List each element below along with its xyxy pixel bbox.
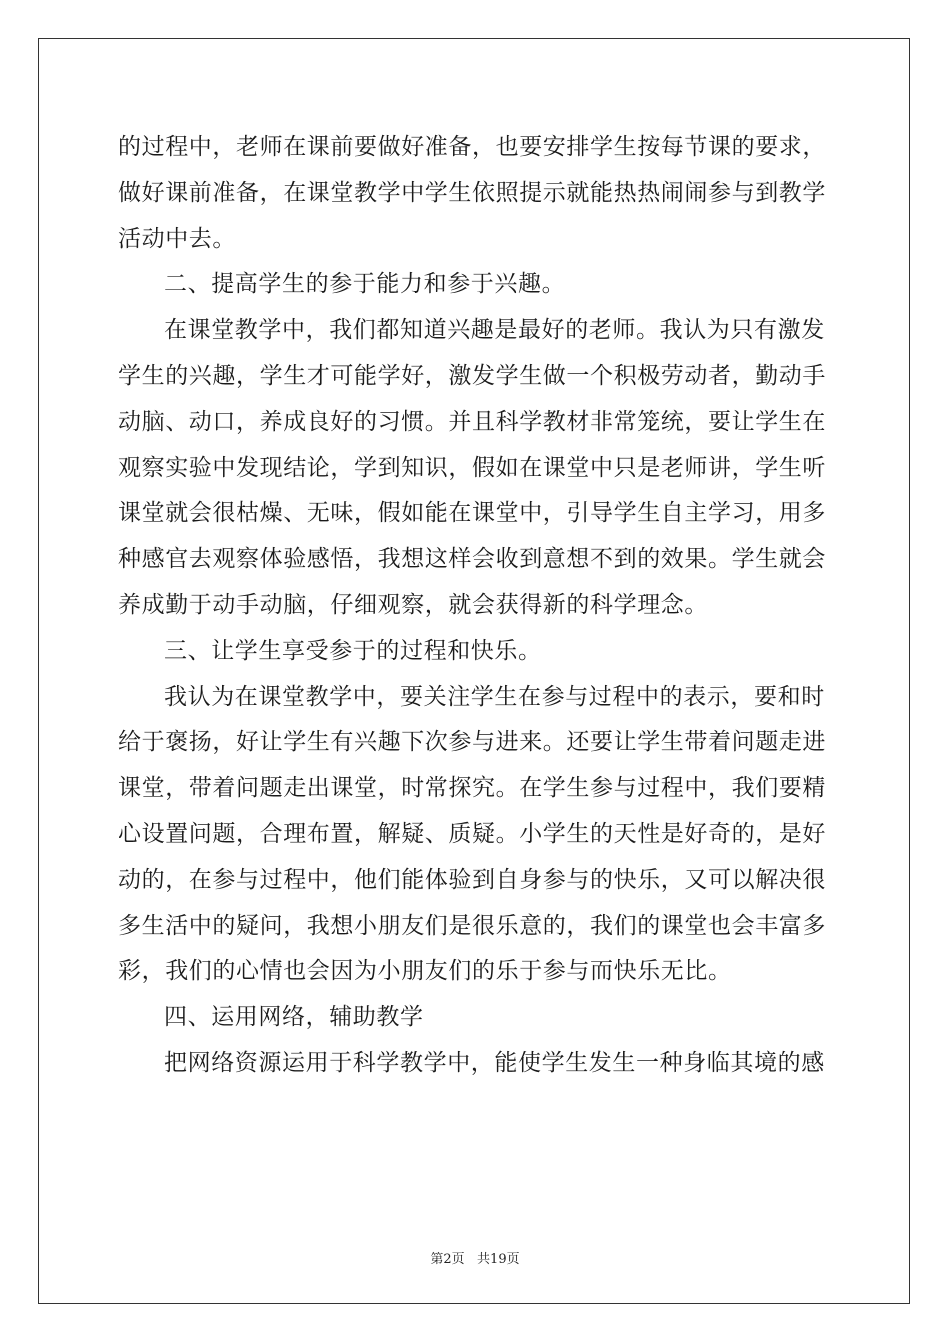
text-line: 种感官去观察体验感悟，我想这样会收到意想不到的效果。学生就会 (118, 546, 826, 573)
text-line: 二、提高学生的参于能力和参于兴趣。 (164, 271, 566, 298)
text-line: 心设置问题，合理布置，解疑、质疑。小学生的天性是好奇的，是好 (118, 820, 826, 847)
text-line: 的过程中，老师在课前要做好准备，也要安排学生按每节课的要求， (118, 134, 826, 160)
text-line: 把网络资源运用于科学教学中，能使学生发生一种身临其境的感 (164, 1049, 825, 1076)
text-line: 彩，我们的心情也会因为小朋友们的乐于参与而快乐无比。 (118, 958, 732, 985)
text-line: 课堂，带着问题走出课堂，时常探究。在学生参与过程中，我们要精 (118, 775, 826, 802)
text-line: 学生的兴趣，学生才可能学好，激发学生做一个积极劳动者，勤动手 (118, 362, 826, 389)
text-line: 做好课前准备，在课堂教学中学生依照提示就能热热闹闹参与到教学 (118, 179, 826, 206)
text-line: 活动中去。 (118, 225, 236, 252)
text-line: 四、运用网络，辅助教学 (164, 1004, 424, 1031)
text-line: 动的，在参与过程中，他们能体验到自身参与的快乐，又可以解决很 (118, 866, 826, 893)
text-line: 养成勤于动手动脑，仔细观察，就会获得新的科学理念。 (118, 591, 708, 618)
text-line: 在课堂教学中，我们都知道兴趣是最好的老师。我认为只有激发 (164, 317, 825, 344)
text-line: 三、让学生享受参于的过程和快乐。 (164, 637, 542, 664)
text-line: 给于褒扬，好让学生有兴趣下次参与进来。还要让学生带着问题走进 (118, 729, 826, 756)
text-line: 观察实验中发现结论，学到知识，假如在课堂中只是老师讲，学生听 (118, 454, 826, 481)
text-line: 课堂就会很枯燥、无味，假如能在课堂中，引导学生自主学习，用多 (118, 500, 826, 527)
text-line: 我认为在课堂教学中，要关注学生在参与过程中的表示，要和时 (164, 683, 825, 710)
document-body (118, 125, 832, 1087)
page-number: 第2页 共19页 (430, 1252, 520, 1267)
text-line: 多生活中的疑问，我想小朋友们是很乐意的，我们的课堂也会丰富多 (118, 912, 826, 939)
text-line: 动脑、动口，养成良好的习惯。并且科学教材非常笼统，要让学生在 (118, 408, 826, 435)
